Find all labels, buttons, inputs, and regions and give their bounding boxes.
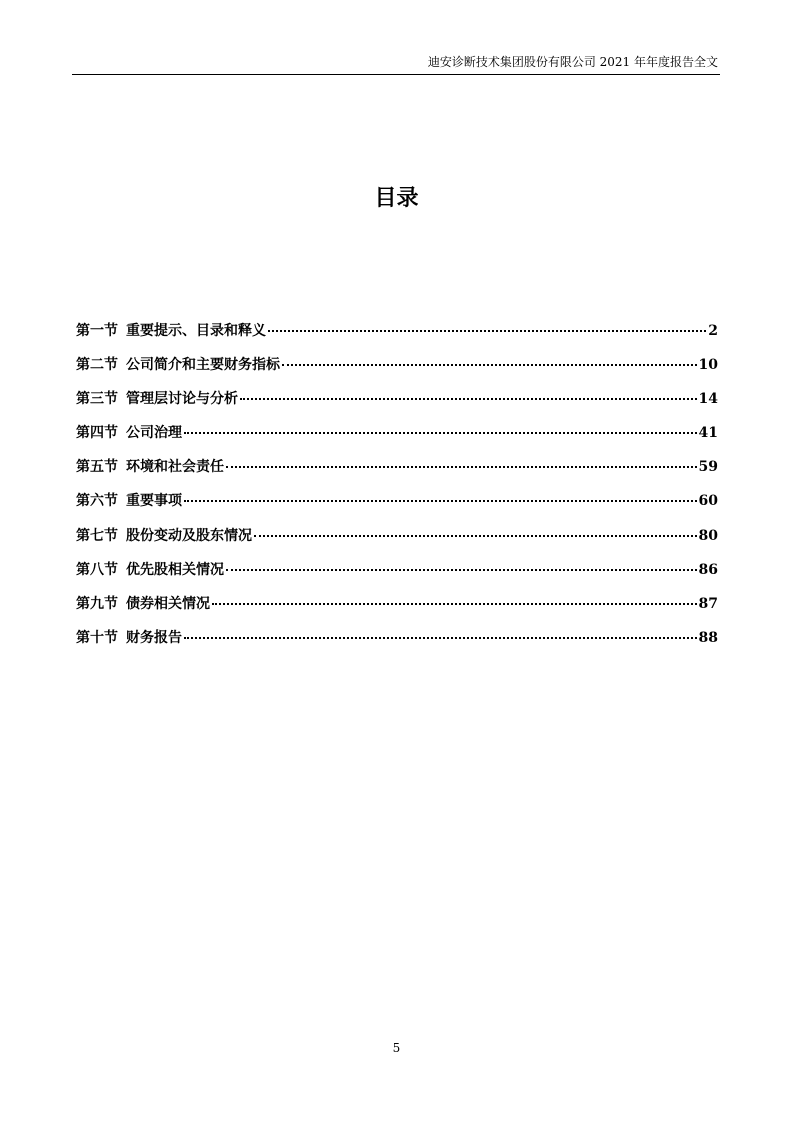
toc-section-title: 财务报告 [126, 629, 182, 646]
toc-page-number: 87 [698, 595, 718, 612]
page-number: 5 [392, 1041, 401, 1055]
toc-section-title: 优先股相关情况 [126, 561, 224, 578]
toc-section-number: 第十节 [76, 629, 118, 646]
table-of-contents [76, 322, 718, 663]
toc-dot-leader [254, 535, 697, 537]
toc-dot-leader [226, 569, 697, 571]
toc-dot-leader [184, 500, 697, 502]
toc-dot-leader [212, 603, 697, 605]
toc-section-number: 第六节 [76, 493, 118, 510]
toc-entry[interactable] [76, 322, 718, 356]
toc-section-title: 债券相关情况 [126, 595, 210, 612]
toc-entry[interactable] [76, 561, 718, 595]
toc-page-number: 80 [698, 527, 718, 544]
toc-entry[interactable] [76, 424, 718, 458]
toc-section-number: 第七节 [76, 527, 118, 544]
toc-entry[interactable] [76, 390, 718, 424]
page-header [72, 54, 720, 75]
toc-page-number: 41 [698, 425, 718, 442]
toc-page-number: 86 [698, 561, 718, 578]
toc-section-number: 第二节 [76, 357, 118, 374]
toc-section-number: 第九节 [76, 595, 118, 612]
toc-entry[interactable] [76, 527, 718, 561]
toc-section-title: 公司治理 [126, 425, 182, 442]
toc-page-number: 14 [698, 391, 718, 408]
toc-page-number: 2 [708, 323, 718, 339]
toc-section-title: 管理层讨论与分析 [126, 391, 238, 408]
toc-entry[interactable] [76, 595, 718, 629]
toc-entry[interactable] [76, 629, 718, 663]
toc-dot-leader [268, 330, 706, 332]
toc-section-number: 第四节 [76, 425, 118, 442]
header-text: 迪安诊断技术集团股份有限公司 2021 年年度报告全文 [427, 55, 718, 69]
toc-dot-leader [184, 637, 697, 639]
toc-dot-leader [226, 466, 697, 468]
toc-section-title: 股份变动及股东情况 [126, 527, 252, 544]
toc-section-title: 公司简介和主要财务指标 [126, 357, 280, 374]
toc-entry[interactable] [76, 356, 718, 390]
toc-section-number: 第三节 [76, 391, 118, 408]
toc-section-title: 重要提示、目录和释义 [126, 323, 266, 339]
toc-page-number: 10 [698, 357, 718, 374]
toc-section-number: 第八节 [76, 561, 118, 578]
toc-page-number: 88 [698, 629, 718, 646]
toc-dot-leader [282, 364, 697, 366]
toc-section-number: 第一节 [76, 323, 118, 339]
page-title: 目录 [374, 186, 419, 211]
toc-section-number: 第五节 [76, 459, 118, 476]
toc-entry[interactable] [76, 492, 718, 526]
toc-dot-leader [240, 398, 697, 400]
toc-page-number: 59 [698, 459, 718, 476]
toc-dot-leader [184, 432, 697, 434]
toc-entry[interactable] [76, 458, 718, 492]
toc-section-title: 重要事项 [126, 493, 182, 510]
toc-page-number: 60 [698, 493, 718, 510]
toc-section-title: 环境和社会责任 [126, 459, 224, 476]
